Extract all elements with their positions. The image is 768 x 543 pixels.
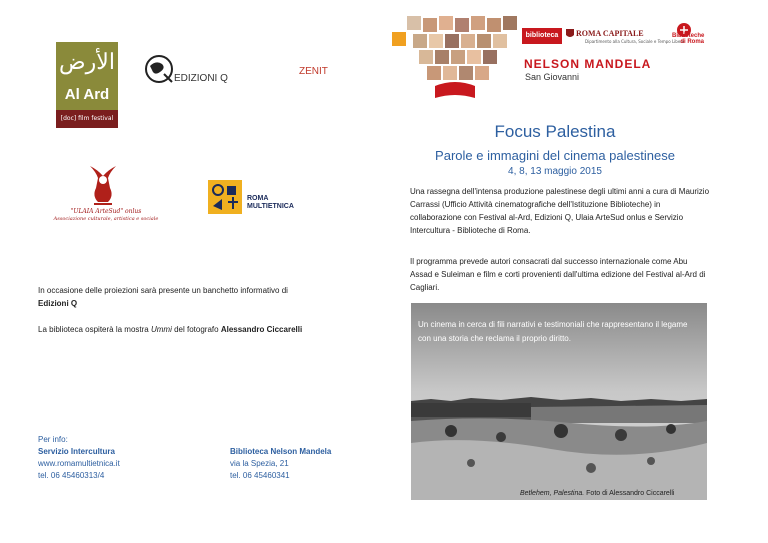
edizioni-q-globe-icon [144,54,174,84]
zenit-logo: ZENIT [299,66,328,77]
photo-collage [405,16,517,100]
info-right-name: Biblioteca Nelson Mandela [230,447,332,456]
event-description-1: Una rassegna dell'intensa produzione palestinese degli ultimi anni a cura di Maurizio Carrassi (Ufficio Attività cinematografiche dell'Istituzione Biblioteche) in collaborazione con Festival al-Ard, Edizioni Q, Ulaia ArteSud onlus e Servizio Intercultura - Biblioteche di Roma. [410,187,710,235]
info-label: Per info: [38,435,68,444]
biblioteche-di-roma-logo [672,33,704,45]
roma-multietnica-icon [208,180,242,214]
edizioni-q-text: EDIZIONI Q [174,73,228,84]
library-location: San Giovanni [525,72,580,82]
info-left-tel: tel. 06 45460313/4 [38,471,105,480]
ulaia-figure-icon [86,162,120,208]
mostra-mid: del fotografo [174,325,219,334]
info-right-addr: via la Spezia, 21 [230,459,289,468]
alard-arabic-text: الأرض [59,50,115,75]
event-description-2: Il programma prevede autori consacrati dal successo internazionale come Abu Assad e Suleiman e film e corti provenienti dall'ultima edizione del Festival al-Ard di Cagliari. [410,257,706,292]
banchetto-bold: Edizioni Q [38,299,78,308]
alard-name: Al Ard [64,86,110,103]
biblioteca-band: biblioteca [522,28,562,44]
photo-credit-text: Foto di Alessandro Ciccarelli [586,490,675,497]
info-left [38,434,120,482]
mostra-note [38,323,378,336]
banchetto-prefix: In occasione delle proiezioni sarà presente un banchetto informativo di [38,286,288,295]
page-subtitle: Parole e immagini del cinema palestinese [435,148,675,163]
roma-capitale-subtitle: Dipartimento alla Cultura, Sociale e Tempo Libero [585,39,685,44]
roma-multietnica-text [247,195,294,211]
roma-multietnica-line1: ROMA [247,195,269,202]
roma-multietnica-line2: MULTIETNICA [247,203,294,210]
info-left-web[interactable]: www.romamultietnica.it [38,459,120,468]
collage-accent [392,32,406,46]
biblioteche-di-roma-line1: Biblioteche [672,33,705,39]
banchetto-note [38,284,358,310]
mostra-author: Alessandro Ciccarelli [220,325,303,334]
mostra-title: Ummi [150,325,172,334]
event-dates: 4, 8, 13 maggio 2015 [508,166,602,177]
alard-logo [56,42,118,128]
ulaia-name: "ULAIA ArteSud" onlus [70,208,142,215]
biblioteche-di-roma-line2: di Roma [680,39,704,45]
info-right-tel: tel. 06 45460341 [230,471,290,480]
photo-credit [520,490,674,497]
mostra-prefix: La biblioteca ospiterà la mostra [38,325,149,334]
info-left-name: Servizio Intercultura [38,447,115,456]
library-name: NELSON MANDELA [524,57,652,71]
roma-capitale-crest-icon [566,29,574,39]
photo-credit-place: Betlehem, Palestina. [520,490,585,497]
ulaia-subtitle: Associazione culturale, artistica e sociale [53,216,159,222]
roma-capitale-logo: ROMA CAPITALE [576,29,644,38]
page-title: Focus Palestina [494,122,616,141]
alard-band: [doc] film festival [56,110,118,128]
info-right [230,446,331,482]
photo-caption: Un cinema in cerca di fili narrativi e testimoniali che rappresentano il legame con una storia che reclama il proprio diritto. [418,320,688,343]
